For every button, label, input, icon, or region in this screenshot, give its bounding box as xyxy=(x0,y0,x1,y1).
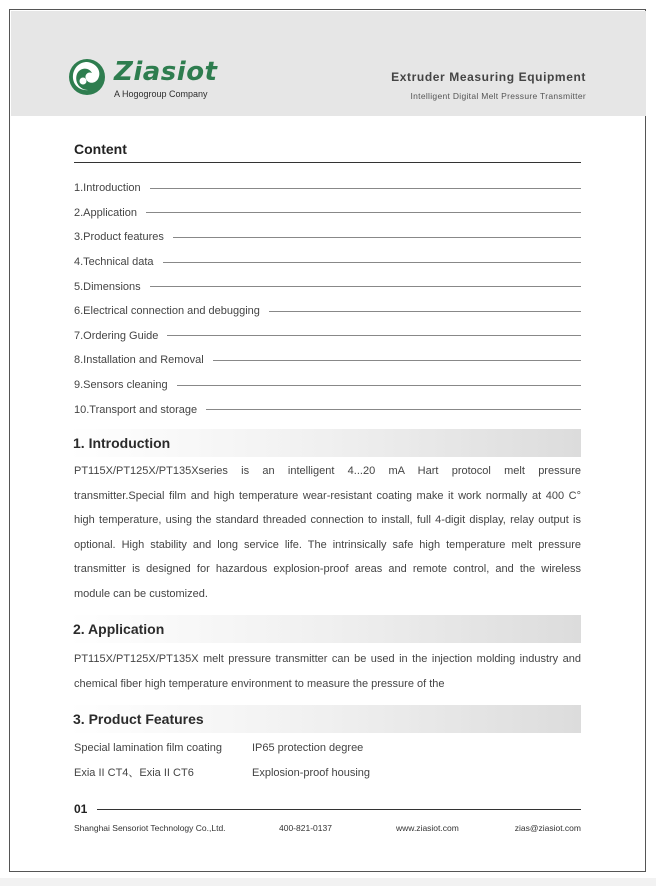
toc-item-sensors-cleaning[interactable] xyxy=(74,373,581,398)
toc-item-installation-removal[interactable] xyxy=(74,348,581,373)
toc-item-product-features[interactable] xyxy=(74,225,581,250)
footer-company: Shanghai Sensoriot Technology Co.,Ltd. xyxy=(74,823,226,833)
document-subtitle: Intelligent Digital Melt Pressure Transmitter xyxy=(410,91,586,101)
toc-item-label: 6.Electrical connection and debugging xyxy=(74,305,260,318)
footer-website-link[interactable]: www.ziasiot.com xyxy=(396,823,459,833)
page-number: 01 xyxy=(74,802,88,816)
section-heading-introduction: 1. Introduction xyxy=(69,429,581,457)
page-header xyxy=(11,11,646,116)
section-heading-product-features: 3. Product Features xyxy=(69,705,581,733)
toc-leader-line xyxy=(177,385,581,386)
toc-leader-line xyxy=(150,188,581,189)
toc-item-label: 3.Product features xyxy=(74,231,164,244)
toc-item-label: 7.Ordering Guide xyxy=(74,329,159,342)
toc-item-label: 2.Application xyxy=(74,206,137,219)
footer-divider xyxy=(97,809,581,810)
toc-item-label: 9.Sensors cleaning xyxy=(74,379,168,392)
toc-leader-line xyxy=(146,212,581,213)
toc-item-label: 10.Transport and storage xyxy=(74,403,198,416)
footer-phone: 400-821-0137 xyxy=(279,823,332,833)
toc-item-transport-storage[interactable] xyxy=(74,397,581,422)
toc-leader-line xyxy=(213,360,581,361)
toc-item-dimensions[interactable] xyxy=(74,274,581,299)
toc-item-ordering-guide[interactable] xyxy=(74,324,581,349)
toc-item-electrical-connection[interactable] xyxy=(74,299,581,324)
footer-email-link[interactable]: zias@ziasiot.com xyxy=(514,823,581,833)
toc-leader-line xyxy=(150,286,581,287)
toc-item-label: 1.Introduction xyxy=(74,182,141,195)
application-paragraph: PT115X/PT125X/PT135X melt pressure transmitter can be used in the injection molding industry and chemical fiber high temperature environment to measure the pressure of the xyxy=(74,653,581,690)
toc-leader-line xyxy=(269,311,581,312)
toc-item-technical-data[interactable] xyxy=(74,250,581,275)
section-heading-application: 2. Application xyxy=(69,615,581,643)
toc-item-label: 4.Technical data xyxy=(74,256,154,269)
table-of-contents xyxy=(74,176,581,422)
toc-leader-line xyxy=(163,262,582,263)
brand-tagline: A Hogogroup Company xyxy=(114,89,208,99)
introduction-paragraph: PT115X/PT125X/PT135Xseries is an intelligent 4...20 mA Hart protocol melt pressure transmitter.Special film and high temperature wear-resistant coating make it work normally at 400 C° high temperature, using the standard threaded connection to install, full 4-digit display, relay output is optional. High stability and long service life. The intrinsically safe high temperature melt pressure transmitter is designed for hazardous explosion-proof areas and remote control, and the wireless module can be customized. xyxy=(74,465,581,600)
toc-leader-line xyxy=(167,335,581,336)
feature-item: Exia II CT4、Exia II CT6 xyxy=(74,767,194,779)
toc-item-label: 5.Dimensions xyxy=(74,280,141,293)
ziasiot-swirl-logo-icon xyxy=(67,57,107,97)
toc-leader-line xyxy=(206,409,581,410)
toc-heading: Content xyxy=(74,141,581,163)
feature-item: Explosion-proof housing xyxy=(252,767,371,779)
document-title: Extruder Measuring Equipment xyxy=(391,70,586,84)
page-bottom-strip xyxy=(0,878,656,886)
toc-leader-line xyxy=(173,237,581,238)
toc-item-application[interactable] xyxy=(74,201,581,226)
feature-item: Special lamination film coating xyxy=(74,742,222,754)
toc-item-introduction[interactable] xyxy=(74,176,581,201)
toc-item-label: 8.Installation and Removal xyxy=(74,354,204,367)
brand-name: Ziasiot xyxy=(114,57,218,87)
feature-item: IP65 protection degree xyxy=(252,742,364,754)
